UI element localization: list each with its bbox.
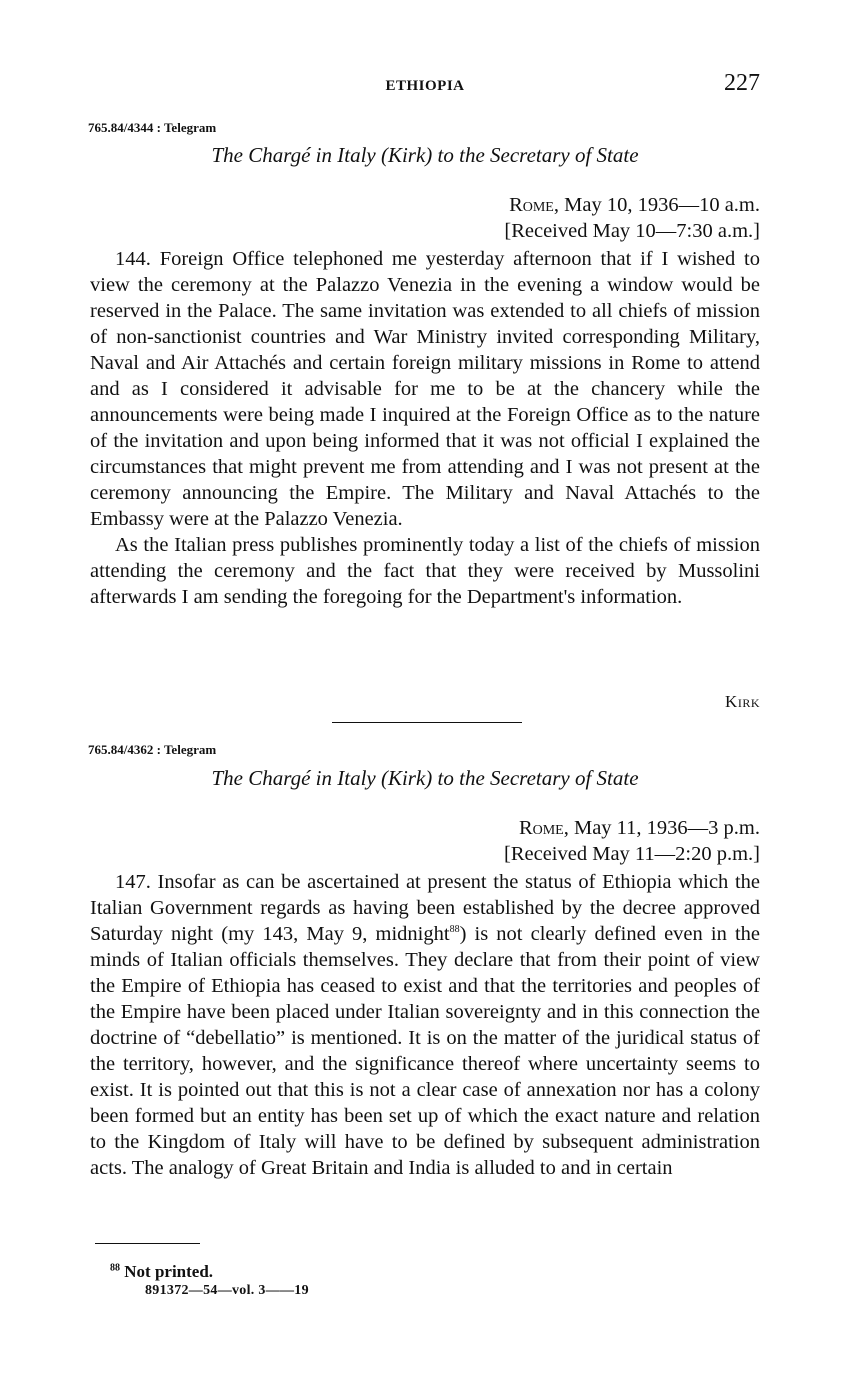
doc1-paragraph-2: As the Italian press publishes prominently today a list of the chiefs of mission attending the ceremony and the fact that they were received by Mussolini afterwards I am sending the foregoing for the Department's information. [90, 534, 760, 608]
doc1-date: May 10, 1936—10 a.m. [559, 194, 760, 216]
footnote-rule [95, 1243, 200, 1244]
doc1-dateline [504, 192, 760, 244]
footnote-marker: 88 [110, 1262, 120, 1274]
doc1-date-line [504, 192, 760, 218]
footnote-88 [110, 1262, 213, 1282]
footnote-ref-88: 88 [449, 924, 460, 936]
doc1-signature: Kirk [725, 692, 760, 711]
doc2-received: [Received May 11—2:20 p.m.] [504, 843, 760, 865]
doc1-received: [Received May 10—7:30 a.m.] [504, 220, 760, 242]
doc2-body [90, 869, 760, 1181]
section-separator [332, 722, 522, 723]
doc1-place: Rome, [509, 194, 559, 216]
doc2-title: The Chargé in Italy (Kirk) to the Secretary of State [211, 766, 639, 790]
doc2-date: May 11, 1936—3 p.m. [568, 817, 760, 839]
doc2-date-line [504, 815, 760, 841]
running-title: ETHIOPIA [385, 78, 465, 94]
doc2-place: Rome, [518, 817, 569, 839]
running-header [90, 70, 760, 102]
footnote-text: Not printed. [120, 1262, 214, 1281]
doc2-file-ref: 765.84/4362 : Telegram [88, 742, 217, 757]
print-code: 891372—54—vol. 3——19 [145, 1283, 309, 1298]
doc1-file-ref: 765.84/4344 : Telegram [88, 120, 217, 135]
doc2-dateline [504, 815, 760, 867]
doc1-body [90, 246, 760, 610]
doc2-paragraph-1-end: ) is not clearly defined even in the minds of Italian officials themselves. They declare that from their point of view the Empire of Ethiopia has ceased to exist and that the territories and peoples of the Empire have been placed under Italian sovereignty and in this connection the doctrine of “debellatio” is mentioned. It is on the matter of the juridical status of the territory, however, and the significance thereof where uncertainty seems to exist. It is pointed out that this is not a clear case of annexation nor has a colony been formed but an entity has been set up of which the exact nature and relation to the Kingdom of Italy will have to be defined by subsequent administration acts. The analogy of Great Britain and India is alluded to and in certain [90, 923, 760, 1179]
doc2-paragraph-1-start: 147. Insofar as can be ascertained at present the status of Ethiopia which the Italian Government regards as having been established by the decree approved Saturday night (my 143, May 9, midnight [90, 871, 760, 945]
doc1-title: The Chargé in Italy (Kirk) to the Secretary of State [211, 143, 639, 167]
page-number: 227 [724, 70, 760, 96]
doc2-paragraph-1 [90, 869, 760, 1181]
doc1-paragraph-1: 144. Foreign Office telephoned me yesterday afternoon that if I wished to view the ceremony at the Palazzo Venezia in the evening a window would be reserved in the Palace. The same invitation was extended to all chiefs of mission of non-sanctionist countries and War Ministry invited corresponding Military, Naval and Air Attachés and certain foreign military missions in Rome to attend and as I considered it advisable for me to be at the chancery while the announcements were being made I inquired at the Foreign Office as to the nature of the invitation and upon being informed that it was not official I explained the circumstances that might prevent me from attending and I was not present at the ceremony announcing the Empire. The Military and Naval Attachés to the Embassy were at the Palazzo Venezia. [90, 248, 760, 530]
